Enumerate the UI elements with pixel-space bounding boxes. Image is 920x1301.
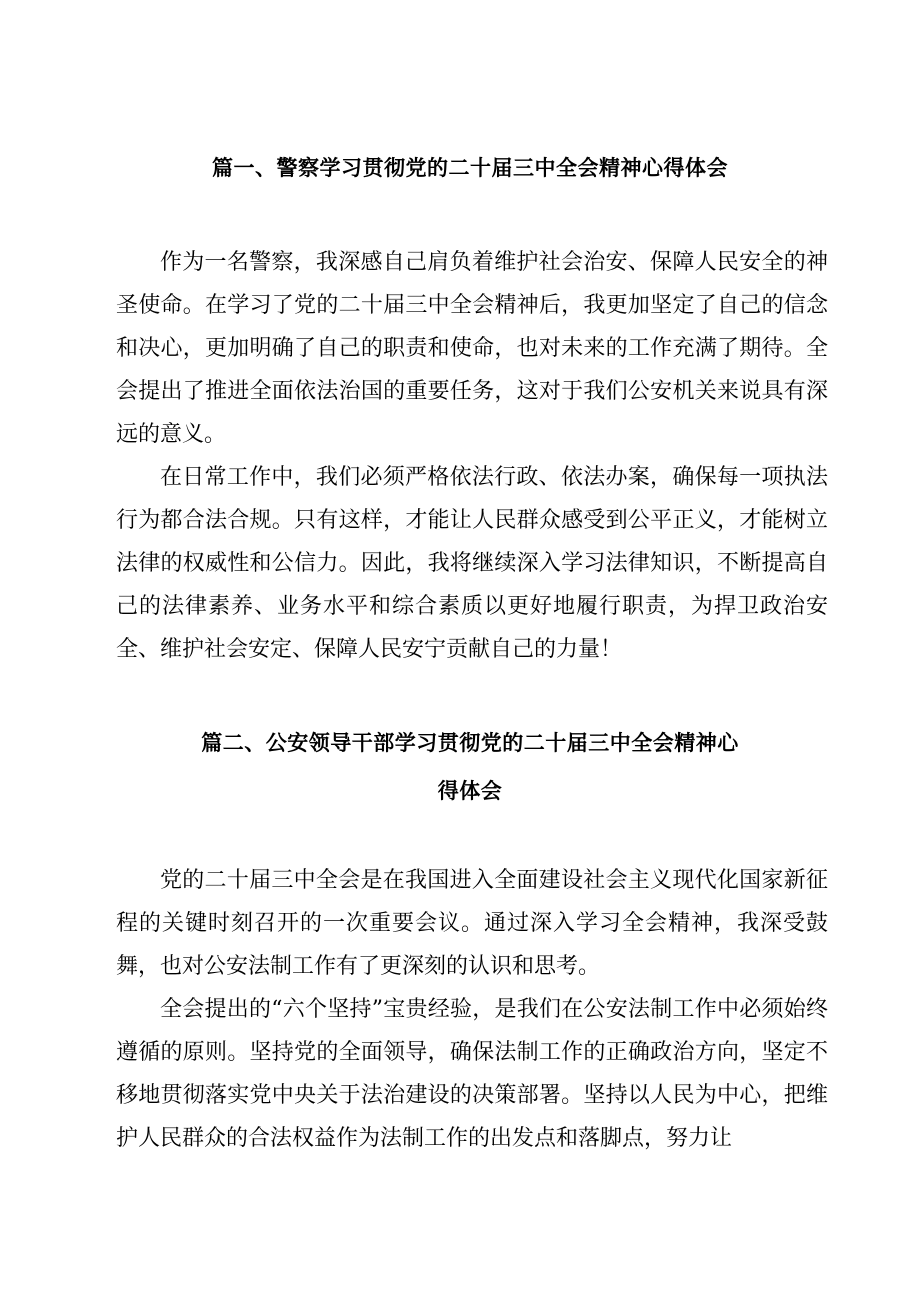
section1-heading-text: 篇一、警察学习贯彻党的二十届三中全会精神心得体会 (212, 156, 728, 180)
section1-heading (110, 144, 830, 192)
section1-paragraph-2: 在日常工作中，我们必须严格依法行政、依法办案，确保每一项执法行为都合法合规。只有这样，才能让人民群众感受到公平正义，才能树立法律的权威性和公信力。因此，我将继续深入学习法律知识，不断提高自己的法律素养、业务水平和综合素质以更好地履行职责，为捍卫政治安全、维护社会安定、保障人民安宁贡献自己的力量！ (116, 465, 828, 662)
section1-body (116, 241, 828, 671)
section2-body (116, 859, 828, 1160)
section2-paragraph-1: 党的二十届三中全会是在我国进入全面建设社会主义现代化国家新征程的关键时刻召开的一次重要会议。通过深入学习全会精神，我深受鼓舞，也对公安法制工作有了更深刻的认识和思考。 (116, 868, 828, 979)
section2-heading-line2: 得体会 (437, 779, 503, 803)
section1-paragraph-1: 作为一名警察，我深感自己肩负着维护社会治安、保障人民安全的神圣使命。在学习了党的二十届三中全会精神后，我更加坚定了自己的信念和决心，更加明确了自己的职责和使命，也对未来的工作充满了期待。全会提出了推进全面依法治国的重要任务，这对于我们公安机关来说具有深远的意义。 (116, 250, 828, 447)
section2-heading (110, 719, 830, 815)
section2-paragraph-2: 全会提出的“六个坚持”宝贵经验，是我们在公安法制工作中必须始终遵循的原则。坚持党的全面领导，确保法制工作的正确政治方向，坚定不移地贯彻落实党中央关于法治建设的决策部署。坚持以人民为中心，把维护人民群众的合法权益作为法制工作的出发点和落脚点，努力让 (116, 997, 828, 1151)
section2-heading-line1: 篇二、公安领导干部学习贯彻党的二十届三中全会精神心 (201, 731, 739, 755)
